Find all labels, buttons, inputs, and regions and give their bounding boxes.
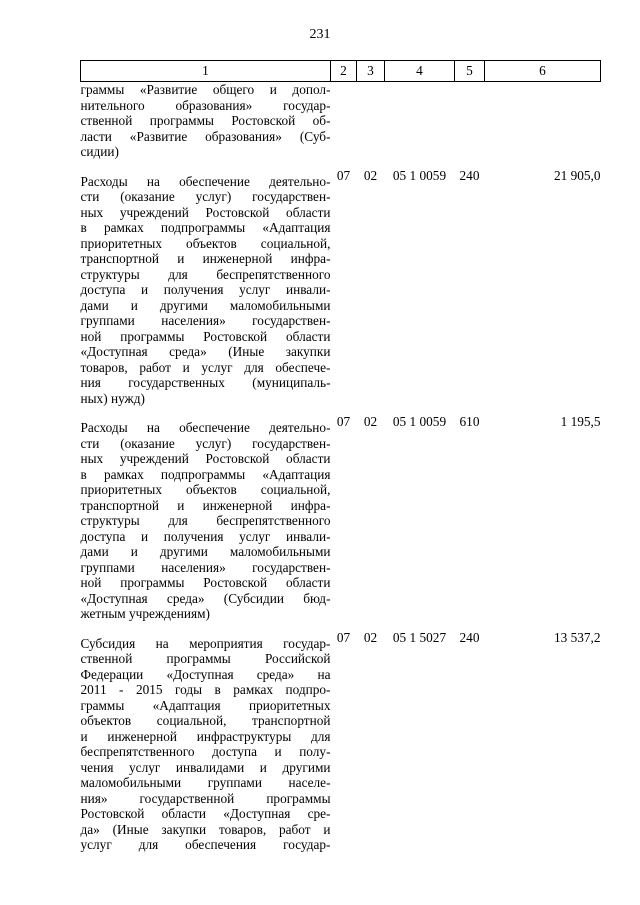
target-article-code: 05 1 0059	[392, 167, 447, 183]
subsection-code: 02	[363, 629, 378, 645]
amount	[485, 82, 601, 168]
subsection-code: 02	[363, 414, 378, 429]
description-line: доступа и получения услуг инвали-	[80, 528, 331, 544]
description-line: Расходы на обеспечение деятельно-	[80, 420, 331, 435]
subsection-code: 02	[363, 167, 378, 183]
description-line: ной программы Ростовской области	[80, 575, 331, 590]
section-code: 07	[336, 414, 351, 429]
section-code: 07	[336, 167, 351, 183]
row-description	[81, 630, 331, 861]
header-col-4: 4	[385, 61, 455, 82]
amount: 13 537,2	[553, 629, 601, 645]
description-line: структуры для беспрепятственного	[80, 513, 331, 528]
target-article-code: 05 1 5027	[392, 629, 447, 645]
description-line: Ростовской области «Доступная сре-	[80, 806, 331, 821]
expense-type-code: 240	[459, 629, 480, 645]
description-line: Субсидия на мероприятия государ-	[80, 635, 331, 651]
section-code	[331, 82, 357, 168]
table-row	[81, 414, 601, 630]
description-line: товаров, работ и услуг для обеспече-	[80, 359, 331, 375]
section-code: 07	[336, 629, 351, 645]
header-col-1: 1	[81, 61, 331, 82]
row-description	[81, 414, 331, 630]
description-line: ния государственных (муниципаль-	[80, 375, 331, 390]
expense-type-code: 610	[459, 414, 480, 429]
description-line: чения услуг инвалидами и другими	[80, 759, 331, 775]
description-line: транспортной и инженерной инфра-	[80, 251, 331, 266]
description-line: ных) нужд)	[80, 390, 145, 406]
header-col-2: 2	[331, 61, 357, 82]
description-line: ласти «Развитие образования» (Суб-	[80, 128, 331, 144]
table-row	[81, 168, 601, 415]
row-description	[81, 168, 331, 415]
description-line: услуг для обеспечения государ-	[80, 837, 331, 852]
amount: 1 195,5	[560, 414, 601, 429]
description-line: да» (Иные закупки товаров, работ и	[80, 821, 331, 837]
header-col-6: 6	[485, 61, 601, 82]
header-row	[81, 61, 601, 82]
expense-type-code	[455, 82, 485, 168]
description-line: сти (оказание услуг) государствен-	[80, 189, 331, 204]
description-line: сти (оказание услуг) государствен-	[80, 435, 331, 451]
amount: 21 905,0	[553, 167, 601, 183]
description-line: нительного образования» государ-	[80, 97, 331, 113]
description-line: дами и другими маломобильными	[80, 544, 331, 559]
description-line: беспрепятственного доступа и полу-	[80, 744, 331, 759]
description-line: транспортной и инженерной инфра-	[80, 497, 331, 513]
description-line: приоритетных объектов социальной,	[80, 482, 331, 497]
subsection-code	[357, 82, 385, 168]
description-line: доступа и получения услуг инвали-	[80, 282, 331, 297]
description-line: граммы «Адаптация приоритетных	[80, 697, 331, 713]
table-row	[81, 630, 601, 861]
budget-table	[80, 60, 601, 861]
description-line: группами населения» государствен-	[80, 313, 331, 328]
description-line: в рамках подпрограммы «Адаптация	[80, 466, 331, 482]
description-line: граммы «Развитие общего и допол-	[80, 82, 331, 97]
target-article-code	[385, 82, 455, 168]
description-line: 2011 - 2015 годы в рамках подпро-	[80, 682, 331, 697]
description-line: группами населения» государствен-	[80, 559, 331, 575]
description-line: ных учреждений Ростовской области	[80, 451, 331, 466]
description-line: «Доступная среда» (Иные закупки	[80, 344, 331, 359]
description-line: ных учреждений Ростовской области	[80, 204, 331, 220]
row-description	[81, 82, 331, 168]
description-line: сидии)	[80, 144, 119, 159]
description-line: объектов социальной, транспортной	[80, 713, 331, 728]
description-line: маломобильными группами населе-	[80, 775, 331, 790]
target-article-code: 05 1 0059	[392, 414, 447, 429]
description-line: ственной программы Российской	[80, 651, 331, 666]
description-line: в рамках подпрограммы «Адаптация	[80, 220, 331, 235]
description-line: Федерации «Доступная среда» на	[80, 666, 331, 682]
expense-type-code: 240	[459, 167, 480, 183]
description-line: «Доступная среда» (Субсидии бюд-	[80, 590, 331, 606]
description-line: жетным учреждениям)	[80, 606, 210, 621]
description-line: приоритетных объектов социальной,	[80, 235, 331, 251]
description-line: ной программы Ростовской области	[80, 328, 331, 344]
header-col-3: 3	[357, 61, 385, 82]
description-line: дами и другими маломобильными	[80, 297, 331, 313]
description-line: структуры для беспрепятственного	[80, 266, 331, 282]
description-line: Расходы на обеспечение деятельно-	[80, 173, 331, 189]
table-row	[81, 82, 601, 168]
header-col-5: 5	[455, 61, 485, 82]
description-line: ния» государственной программы	[80, 790, 331, 806]
page-number: 231	[309, 27, 331, 42]
description-line: ственной программы Ростовской об-	[80, 113, 331, 128]
description-line: и инженерной инфраструктуры для	[80, 728, 331, 744]
